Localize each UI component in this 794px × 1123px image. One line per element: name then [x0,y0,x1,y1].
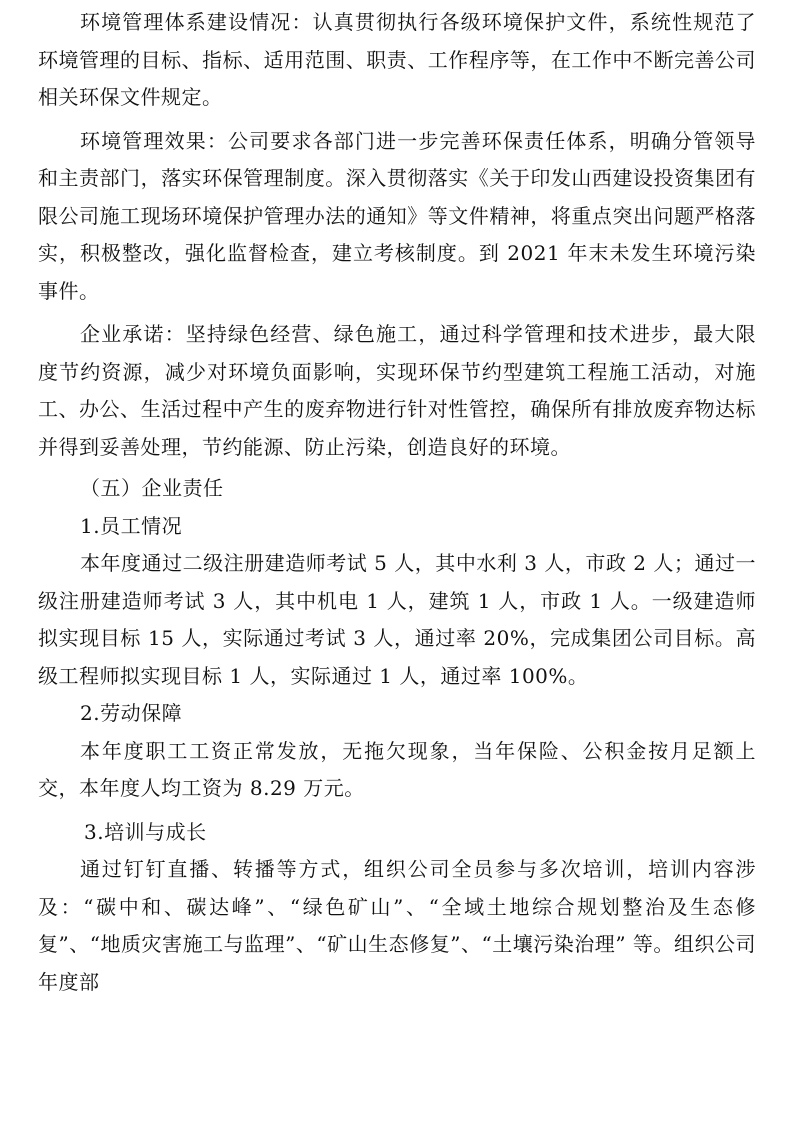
training-paragraph: 通过钉钉直播、转播等方式，组织公司全员参与多次培训，培训内容涉及：“碳中和、碳达峰”、“绿色矿山”、“全域土地综合规划整治及生态修复”、“地质灾害施工与监理”、“矿山生态修复”、“土壤污染治理” 等。组织公司年度部 [38,857,756,994]
labor-heading: 2.劳动保障 [80,701,183,725]
training-heading: 3.培训与成长 [84,819,207,844]
section-heading: （五）企业责任 [80,476,224,500]
env-system-paragraph: 环境管理体系建设情况：认真贯彻执行各级环境保护文件，系统性规范了环境管理的目标、指标、适用范围、职责、工作程序等，在工作中不断完善公司相关环保文件规定。 [38,10,756,109]
env-effect-paragraph: 环境管理效果：公司要求各部门进一步完善环保责任体系，明确分管领导和主责部门，落实环保管理制度。深入贯彻落实《关于印发山西建设投资集团有限公司施工现场环境保护管理办法的通知》等文件精神，将重点突出问题严格落实，积极整改，强化监督检查，建立考核制度。到 2021 年末未发生环境污染事件。 [38,128,756,303]
employees-paragraph: 本年度通过二级注册建造师考试 5 人，其中水利 3 人，市政 2 人；通过一级注册建造师考试 3 人，其中机电 1 人，建筑 1 人，市政 1 人。一级建造师拟实现目标 15 人，实际通过考试 3 人，通过率 20%，完成集团公司目标。高级工程师拟实现目标 1 人，实际通过 1 人，通过率 100%。 [38,551,756,688]
commitment-paragraph: 企业承诺：坚持绿色经营、绿色施工，通过科学管理和技术进步，最大限度节约资源，减少对环境负面影响，实现环保节约型建筑工程施工活动，对施工、办公、生活过程中产生的废弃物进行针对性管控，确保所有排放废弃物达标并得到妥善处理，节约能源、防止污染，创造良好的环境。 [38,322,756,459]
labor-paragraph: 本年度职工工资正常发放，无拖欠现象，当年保险、公积金按月足额上交，本年度人均工资为 8.29 万元。 [38,738,756,800]
employees-heading: 1.员工情况 [80,513,183,538]
